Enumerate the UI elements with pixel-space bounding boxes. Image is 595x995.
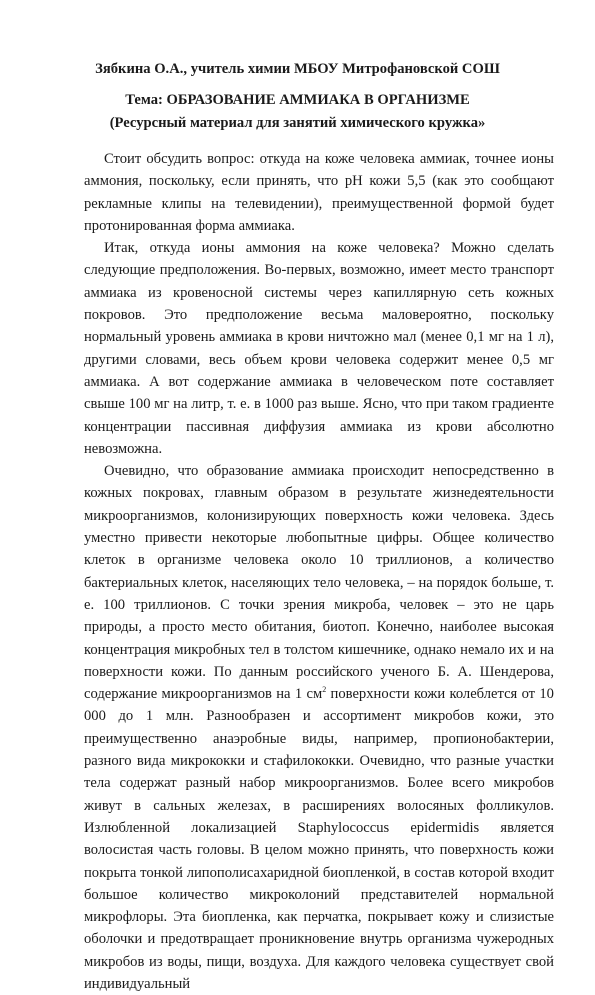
paragraph-3 bbox=[84, 460, 554, 995]
author-line: Зябкина О.А., учитель химии МБОУ Митрофановской СОШ bbox=[95, 61, 500, 77]
paragraph-3-part-1: Очевидно, что образование аммиака происходит непосредственно в кожных покровах, главным образом в результате жизнедеятельности микроорганизмов, колонизирующих поверхность кожи человека. Здесь уместно привести некоторые любопытные цифры. Общее количество клеток в организме человека около 10 триллионов, а количество бактериальных клеток, населяющих тело человека, – на порядок больше, т. е. 100 триллионов. С точки зрения микроба, человек – это не царь природы, а просто место обитания, биотоп. Конечно, наиболее высокая концентрация микробных тел в толстом кишечнике, однако немало их и на поверхности кожи. По данным российского ученого Б. А. Шендерова, содержание микроорганизмов на 1 см bbox=[84, 463, 554, 703]
topic-title: Тема: ОБРАЗОВАНИЕ АММИАКА В ОРГАНИЗМЕ bbox=[125, 92, 470, 108]
subtitle: (Ресурсный материал для занятий химического кружка» bbox=[109, 115, 486, 131]
paragraph-1: Стоит обсудить вопрос: откуда на коже человека аммиак, точнее ионы аммония, поскольку, если принять, что рН кожи 5,5 (как это сообщают рекламные клипы на телевидении), преимущественной формой будет протонированная форма аммиака. bbox=[84, 151, 554, 234]
paragraph-2: Итак, откуда ионы аммония на коже человека? Можно сделать следующие предположения. Во-первых, возможно, имеет место транспорт аммиака из кровеносной системы через капиллярную сеть кожных покровов. Это предположение весьма маловероятно, поскольку нормальный уровень аммиака в крови ничтожно мал (менее 0,1 мг на 1 л), другими словами, весь объем крови человека содержит менее 0,5 мг аммиака. А вот содержание аммиака в человеческом поте составляет свыше 100 мг на литр, т. е. в 1000 раз выше. Ясно, что при таком градиенте концентрации пассивная диффузия аммиака из крови абсолютно невозможна. bbox=[84, 240, 554, 457]
paragraph-3-part-2: поверхности кожи колеблется от 10 000 до 1 млн. Разнообразен и ассортимент микробов кожи, это преимущественно анаэробные виды, например, пропионобактерии, разного вида микрококки и стафилококки. Очевидно, что разные участки тела содержат разный набор микроорганизмов. Более всего микробов живут в сальных железах, в расширениях волосяных фолликулов. Излюбленной локализацией Staphylococcus epidermidis является волосистая часть головы. В целом можно принять, что поверхность кожи покрыта тонкой липополисахаридной биопленкой, в состав которой входит большое количество микроколоний представителей нормальной микрофлоры. Эта биопленка, как перчатка, покрывает кожу и слизистые оболочки и предотвращает проникновение внутрь организма чужеродных микробов из воды, пищи, воздуха. Для каждого человека существует свой индивидуальный bbox=[84, 686, 554, 992]
body-text bbox=[84, 148, 554, 995]
superscript-square: 2 bbox=[322, 685, 327, 695]
